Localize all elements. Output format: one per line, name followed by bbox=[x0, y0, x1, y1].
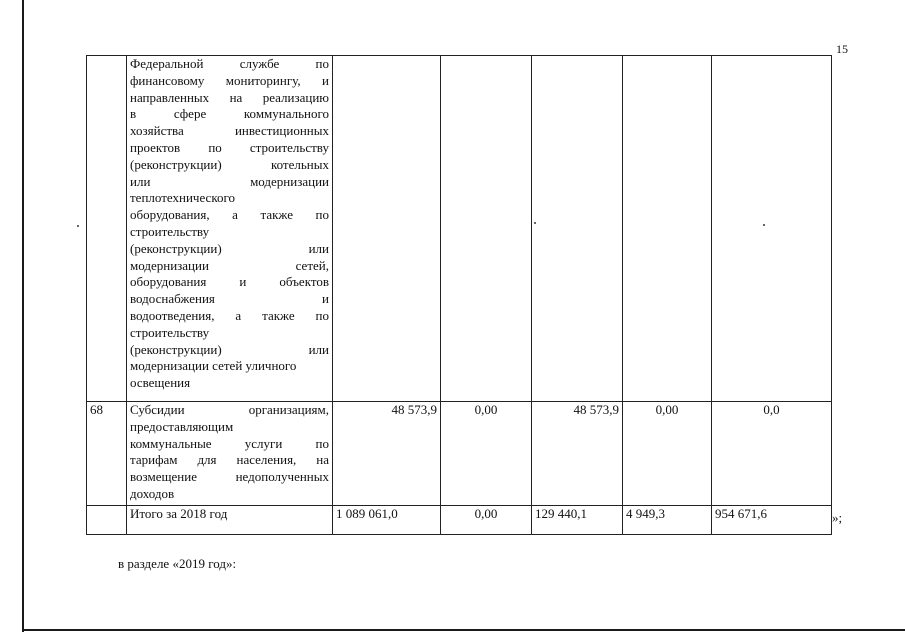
description-line: тарифам для населения, на bbox=[130, 452, 329, 468]
description-line: возмещение недополученных bbox=[130, 469, 329, 485]
cell-federal: 0,00 bbox=[441, 402, 532, 506]
description-line: доходов bbox=[130, 485, 175, 501]
cell-federal: 0,00 bbox=[441, 506, 532, 535]
cell-total-label: Итого за 2018 год bbox=[127, 506, 333, 535]
cell-municipal: 4 949,3 bbox=[623, 506, 712, 535]
description-line: коммунальные услуги по bbox=[130, 435, 329, 451]
description-line: в сфере коммунального bbox=[130, 106, 329, 122]
description-line: финансовому мониторингу, и bbox=[130, 72, 329, 88]
description-line: (реконструкции) котельных bbox=[130, 156, 329, 172]
description-line: строительству bbox=[130, 324, 210, 340]
description-line: водоотведения, а также по bbox=[130, 307, 329, 323]
description-line: предоставляющим bbox=[130, 418, 234, 434]
budget-table bbox=[86, 55, 832, 535]
description-line: (реконструкции) или bbox=[130, 240, 329, 256]
cell-description bbox=[127, 56, 333, 402]
cell-number: 68 bbox=[87, 402, 127, 506]
cell-regional: 129 440,1 bbox=[532, 506, 623, 535]
table-row-68 bbox=[87, 402, 832, 506]
description-line: Федеральной службе по bbox=[130, 56, 329, 71]
description-line: оборудования и объектов bbox=[130, 274, 329, 290]
description-line: строительству bbox=[130, 223, 210, 239]
cell-regional bbox=[532, 56, 623, 402]
table-row-total bbox=[87, 506, 832, 535]
scan-speck bbox=[763, 224, 765, 226]
description-line: или модернизации bbox=[130, 173, 329, 189]
page-number: 15 bbox=[836, 42, 848, 56]
cell-number bbox=[87, 506, 127, 535]
description-line: модернизации сетей, bbox=[130, 257, 329, 273]
page-bottom-border bbox=[22, 629, 905, 631]
description-line: теплотехнического bbox=[130, 190, 235, 206]
cell-total: 1 089 061,0 bbox=[333, 506, 441, 535]
description-line: освещения bbox=[130, 375, 191, 391]
description-line: оборудования, а также по bbox=[130, 207, 329, 223]
description-line: направленных на реализацию bbox=[130, 89, 329, 105]
cell-federal bbox=[441, 56, 532, 402]
description-line: Субсидии организациям, bbox=[130, 402, 329, 417]
cell-total: 48 573,9 bbox=[333, 402, 441, 506]
closing-quote: »; bbox=[832, 510, 843, 525]
cell-number bbox=[87, 56, 127, 402]
table-row-continuation bbox=[87, 56, 832, 402]
cell-municipal bbox=[623, 56, 712, 402]
cell-description bbox=[127, 402, 333, 506]
budget-table-wrapper bbox=[86, 55, 832, 535]
scan-speck bbox=[534, 222, 536, 224]
cell-regional: 48 573,9 bbox=[532, 402, 623, 506]
cell-total bbox=[333, 56, 441, 402]
cell-municipal: 0,00 bbox=[623, 402, 712, 506]
description-line: хозяйства инвестиционных bbox=[130, 123, 329, 139]
cell-extrabudget: 954 671,6 bbox=[712, 506, 832, 535]
section-heading-text: в разделе «2019 год»: bbox=[118, 556, 237, 571]
cell-extrabudget bbox=[712, 56, 832, 402]
cell-extrabudget: 0,0 bbox=[712, 402, 832, 506]
description-line: (реконструкции) или bbox=[130, 341, 329, 357]
scan-speck bbox=[77, 225, 79, 227]
description-line: проектов по строительству bbox=[130, 139, 329, 155]
page-left-border bbox=[22, 0, 24, 632]
description-line: модернизации сетей уличного bbox=[130, 358, 297, 374]
description-line: водоснабжения и bbox=[130, 291, 329, 307]
